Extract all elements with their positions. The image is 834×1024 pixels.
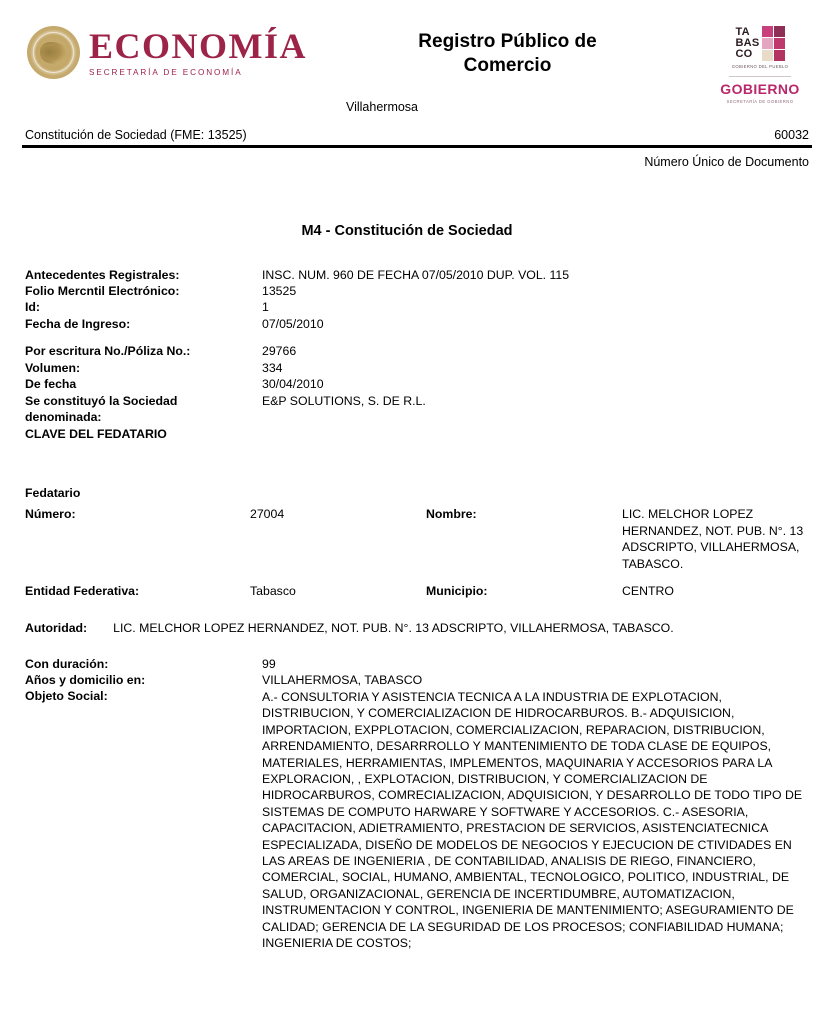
- tabasco-line-1: TA: [735, 26, 750, 38]
- field-row: [22, 316, 812, 332]
- field-label: Municipio:: [426, 584, 488, 599]
- tabasco-line-3: CO: [735, 48, 753, 61]
- tabasco-tagline: GOBIERNO DEL PUEBLO: [731, 64, 789, 69]
- tabasco-wordmark: [708, 26, 812, 61]
- field-label: Antecedentes Registrales:: [25, 267, 180, 282]
- field-value: Tabasco: [250, 584, 296, 599]
- field-row: [22, 376, 812, 392]
- field-row: [22, 360, 812, 376]
- field-label: Número:: [25, 507, 76, 522]
- field-label: De fecha: [25, 377, 77, 392]
- field-row-sociedad-denominada: [22, 393, 812, 442]
- field-row: [22, 656, 812, 672]
- fields-group-escritura: [22, 343, 812, 392]
- mexican-coat-of-arms-icon: [27, 26, 80, 79]
- document-number: 60032: [774, 128, 809, 142]
- field-label: Entidad Federativa:: [25, 584, 140, 599]
- field-value: LIC. MELCHOR LOPEZ HERNANDEZ, NOT. PUB. N°. 13 ADSCRIPTO, VILLAHERMOSA, TABASCO.: [113, 620, 674, 635]
- field-row: [22, 267, 812, 283]
- unique-document-number-label: Número Único de Documento: [644, 154, 809, 169]
- form-title: M4 - Constitución de Sociedad: [301, 222, 513, 239]
- authority-row: [22, 620, 812, 636]
- economia-logo-subtitle: SECRETARÍA DE ECONOMÍA: [89, 67, 243, 77]
- fields-group-duracion: [22, 656, 812, 689]
- field-label: Nombre:: [426, 507, 477, 522]
- fedatario-numero-row: [22, 506, 812, 572]
- page-title: Registro Público de Comercio: [418, 31, 597, 77]
- tabasco-color-grid-icon: [762, 26, 785, 61]
- field-value: 99: [262, 657, 276, 671]
- field-label: Con duración:: [25, 657, 109, 671]
- field-value: 1: [262, 300, 269, 315]
- field-value: 29766: [262, 344, 297, 359]
- field-label: Volumen:: [25, 360, 81, 375]
- field-label: [22, 393, 262, 442]
- field-value: LIC. MELCHOR LOPEZ HERNANDEZ, NOT. PUB. N°. 13 ADSCRIPTO, VILLAHERMOSA, TABASCO.: [622, 507, 804, 571]
- registry-fields: [22, 267, 812, 952]
- field-value: 30/04/2010: [262, 377, 324, 392]
- field-value: VILLAHERMOSA, TABASCO: [262, 673, 423, 688]
- field-label: Folio Mercntil Electrónico:: [25, 283, 180, 298]
- document-header: [22, 0, 812, 104]
- field-label: Autoridad:: [25, 620, 88, 635]
- field-value: CENTRO: [622, 584, 674, 599]
- header-center: [307, 22, 708, 79]
- tabasco-divider: [729, 76, 791, 77]
- field-label: Objeto Social:: [25, 688, 108, 703]
- field-value: E&P SOLUTIONS, S. DE R.L.: [262, 393, 426, 408]
- field-row: [22, 283, 812, 299]
- fedatario-entidad-row: [22, 583, 812, 599]
- field-value: 13525: [262, 283, 297, 298]
- field-value: 334: [262, 360, 283, 375]
- field-value: INSC. NUM. 960 DE FECHA 07/05/2010 DUP. VOL. 115: [262, 267, 570, 282]
- fedatario-section: [22, 486, 812, 599]
- fields-group-antecedentes: [22, 267, 812, 333]
- field-row: [22, 343, 812, 359]
- economia-logo: [22, 22, 307, 79]
- field-label: Fecha de Ingreso:: [25, 316, 131, 331]
- field-value: 07/05/2010: [262, 316, 324, 331]
- objeto-social-text: A.- CONSULTORIA Y ASISTENCIA TECNICA A LA INDUSTRIA DE EXPLOTACION, DISTRIBUCION, Y COMERCIALIZACION DE HIDROCARBUROS. B.- ADQUISICION, IMPORTACION, EXPPLOTACION, COMERCIALIZACION, REPARACION, DISTRIBUCION, ARRENDAMIENTO, DESARRROLLO Y MANTENIMIENTO DE TODA CLASE DE EQUIPOS, MATERIALES, HERRAMIENTAS, IMPLEMENTOS, MAQUINARIA Y ACCESORIOS PARA LA EXPLORACION, , EXPLOTACION, DISTRIBUCION, Y COMERCIALIZACION DE HIDROCARBUROS, COMRECIALIZACION, ADQUISICION, Y DESARROLLO DE TODO TIPO DE SISTEMAS DE COMPUTO HARWARE Y SOFTWARE Y ACCESORIOS. C.- ASESORIA, CAPACITACION, ADIETRAMIENTO, PRESTACION DE SERVICIOS, ASISTENCIATECNICA ESPECIALIZADA, DISEÑO DE MODELOS DE NEGOCIOS Y EJECUCION DE CTIVIDADES EN LAS AREAS DE INGENIERIA , DE CONTABILIDAD, ANALISIS DE RIEGO, FINANCIERO, COMERCIAL, SOCIAL, HUMANO, AMBIENTAL, TECNOLOGICO, POLITICO, INDUSTRIAL, DE SALUD, ORGANIZACIONAL, GERENCIA DE INCERTIDUMBRE, AUTOMATIZACION, INSTRUMENTACION Y CONTROL, INGENIERIA DE MANTENIMIENTO; ASEGURAMIENTO DE CALIDAD; GERENCIA DE LA SEGURIDAD DE LOS PROCESOS; CONFIABILIDAD HUMANA; INGENIERIA DE COSTOS;: [262, 689, 803, 951]
- field-value: 27004: [250, 507, 285, 522]
- field-label-line-2: denominada:: [25, 410, 102, 425]
- field-label: Por escritura No./Póliza No.:: [25, 344, 191, 359]
- economia-logo-title: ECONOMÍA: [89, 25, 307, 66]
- document-type-fme: Constitución de Sociedad (FME: 13525): [25, 128, 247, 142]
- header-meta-row: [22, 128, 812, 145]
- objeto-social-row: [22, 689, 812, 952]
- field-label: Años y domicilio en:: [25, 673, 146, 688]
- field-label-line-1: Se constituyó la Sociedad: [25, 393, 178, 408]
- tabasco-logo: [708, 22, 812, 104]
- gobierno-subtitle: SECRETARÍA DE GOBIERNO: [726, 99, 794, 104]
- gobierno-title: GOBIERNO: [720, 81, 800, 97]
- field-label: Id:: [25, 300, 41, 315]
- header-divider: [22, 145, 812, 148]
- field-row: [22, 672, 812, 688]
- fedatario-section-title: Fedatario: [25, 486, 81, 501]
- city-subtitle: Villahermosa: [345, 100, 419, 114]
- clave-fedatario-label: CLAVE DEL FEDATARIO: [25, 426, 167, 441]
- field-row: [22, 299, 812, 315]
- tabasco-line-2: BAS: [735, 37, 760, 50]
